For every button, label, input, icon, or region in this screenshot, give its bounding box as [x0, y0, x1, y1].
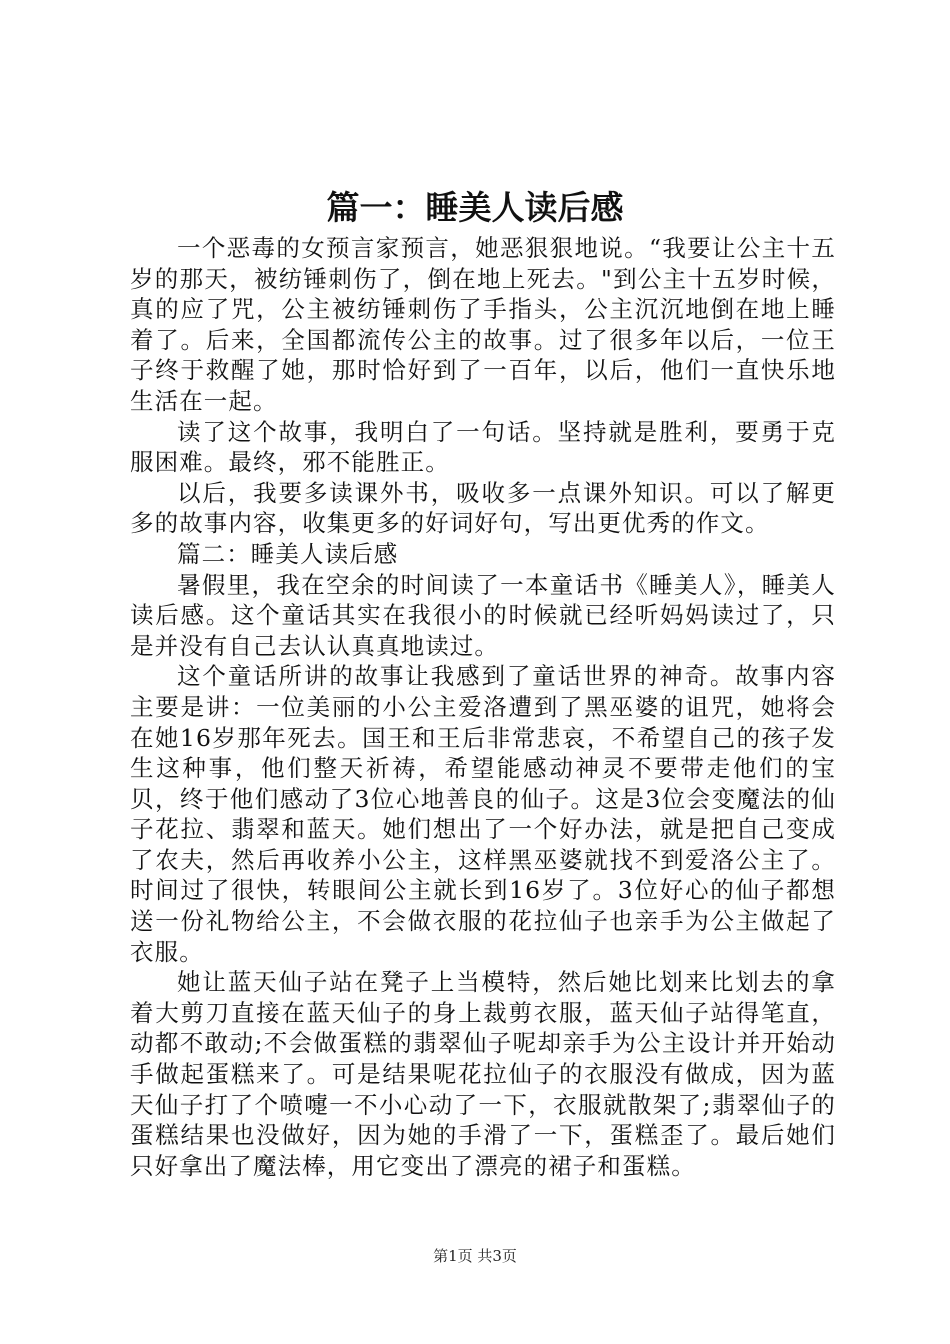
page-title: 篇一：睡美人读后感	[326, 188, 624, 227]
document-body	[130, 233, 836, 1181]
paragraph-3: 以后，我要多读课外书，吸收多一点课外知识。可以了解更多的故事内容，收集更多的好词好句，写出更优秀的作文。	[130, 478, 836, 538]
paragraph-5: 这个童话所讲的故事让我感到了童话世界的神奇。故事内容主要是讲：一位美丽的小公主爱洛遭到了黑巫婆的诅咒，她将会在她16岁那年死去。国王和王后非常悲哀，不希望自己的孩子发生这种事，他们整天祈祷，希望能感动神灵不要带走他们的宝贝，终于他们感动了3位心地善良的仙子。这是3位会变魔法的仙子花拉、翡翠和蓝天。她们想出了一个好办法，就是把自己变成了农夫，然后再收养小公主，这样黑巫婆就找不到爱洛公主了。时间过了很快，转眼间公主就长到16岁了。3位好心的仙子都想送一份礼物给公主，不会做衣服的花拉仙子也亲手为公主做起了衣服。	[130, 662, 836, 966]
paragraph-4: 暑假里，我在空余的时间读了一本童话书《睡美人》，睡美人读后感。这个童话其实在我很小的时候就已经听妈妈读过了，只是并没有自己去认认真真地读过。	[130, 570, 836, 660]
paragraph-6: 她让蓝天仙子站在凳子上当模特，然后她比划来比划去的拿着大剪刀直接在蓝天仙子的身上裁剪衣服，蓝天仙子站得笔直，动都不敢动;不会做蛋糕的翡翠仙子呢却亲手为公主设计并开始动手做起蛋糕来了。可是结果呢花拉仙子的衣服没有做成，因为蓝天仙子打了个喷嚏一不小心动了一下，衣服就散架了;翡翠仙子的蛋糕结果也没做好，因为她的手滑了一下，蛋糕歪了。最后她们只好拿出了魔法棒，用它变出了漂亮的裙子和蛋糕。	[130, 968, 836, 1180]
section-heading-2: 篇二：睡美人读后感	[177, 539, 399, 568]
page-number-footer: 第1页 共3页	[433, 1247, 517, 1265]
paragraph-2: 读了这个故事，我明白了一句话。坚持就是胜利，要勇于克服困难。最终，邪不能胜正。	[130, 417, 836, 477]
paragraph-1: 一个恶毒的女预言家预言，她恶狠狠地说。“我要让公主十五岁的那天，被纺锤刺伤了，倒在地上死去。"到公主十五岁时候，真的应了咒，公主被纺锤刺伤了手指头，公主沉沉地倒在地上睡着了。后来，全国都流传公主的故事。过了很多年以后，一位王子终于救醒了她，那时恰好到了一百年，以后，他们一直快乐地生活在一起。	[130, 234, 836, 415]
